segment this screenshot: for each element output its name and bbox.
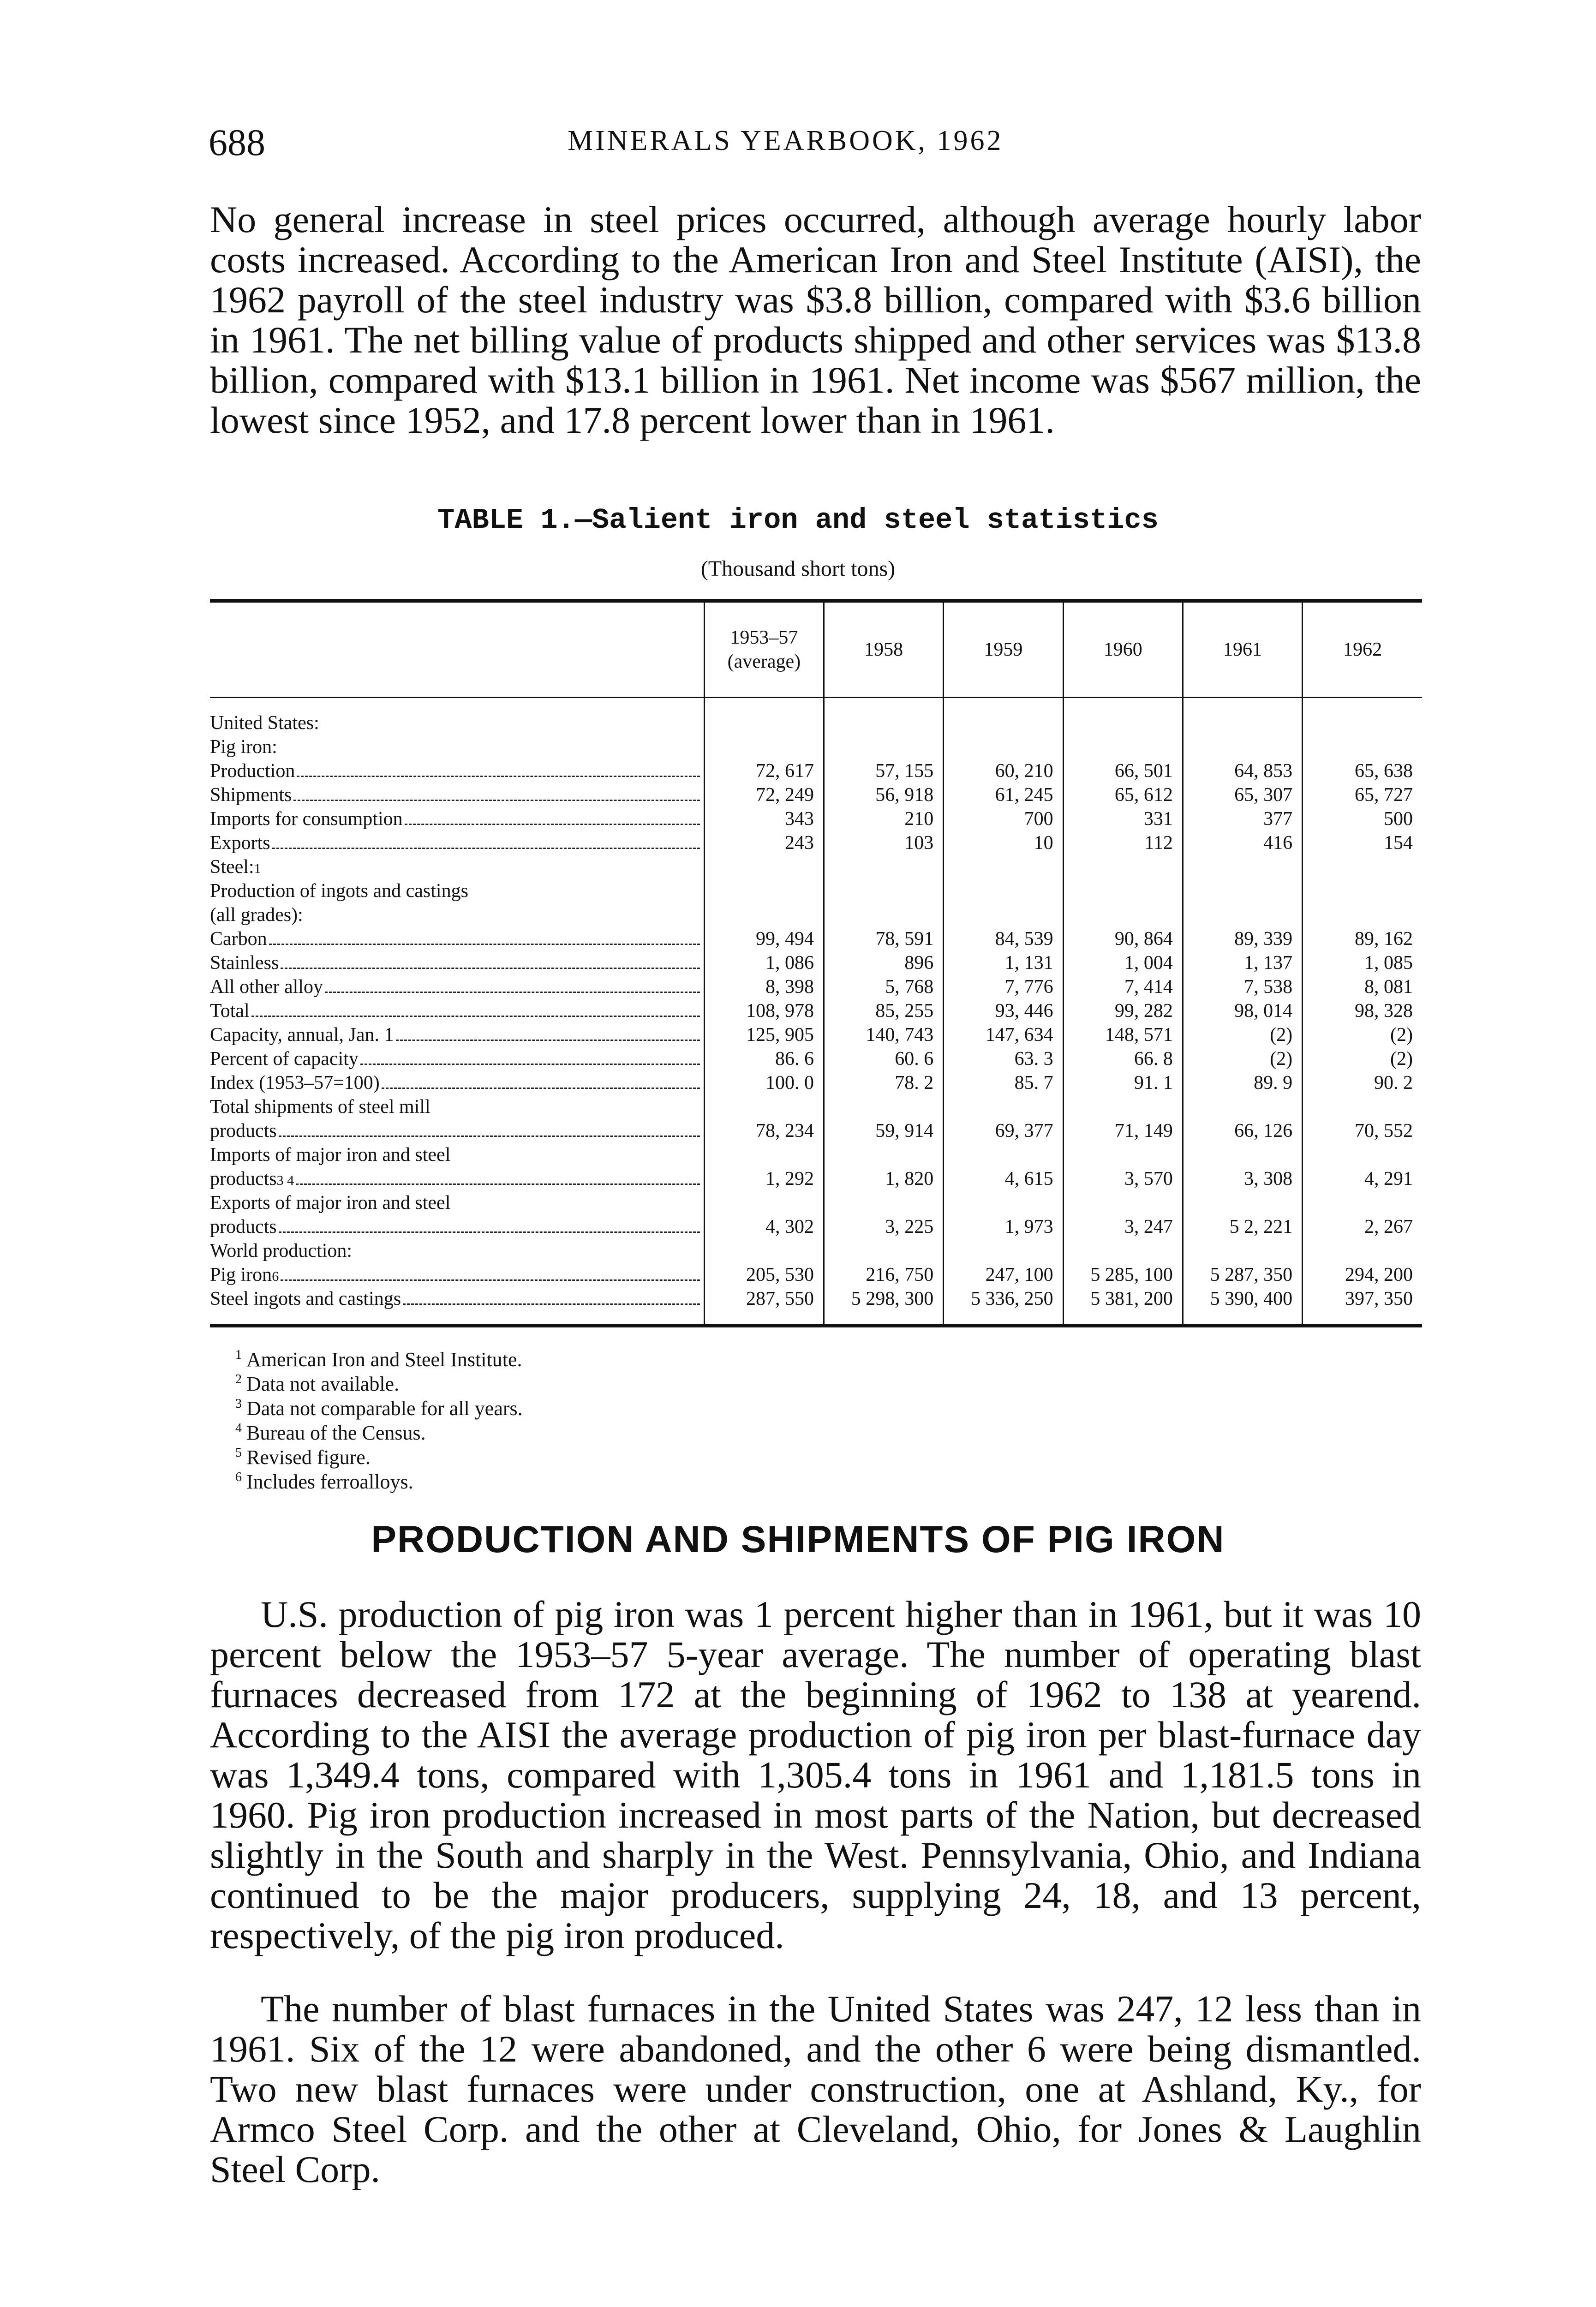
table-cell: 243 bbox=[704, 831, 824, 855]
table-cell: 66. 8 bbox=[1063, 1047, 1183, 1071]
table-cell: 59, 914 bbox=[824, 1119, 944, 1143]
row-label bbox=[210, 1143, 704, 1167]
table-cell bbox=[704, 1095, 824, 1119]
table-row bbox=[210, 1287, 1422, 1326]
table-cell: 4, 302 bbox=[704, 1215, 824, 1239]
table-body bbox=[210, 698, 1422, 1326]
table-cell: 103 bbox=[824, 831, 944, 855]
row-label bbox=[210, 807, 704, 831]
dot-leader bbox=[279, 1135, 700, 1137]
table-row bbox=[210, 1143, 1422, 1167]
row-label-text: products bbox=[210, 1216, 277, 1237]
dot-leader bbox=[281, 1279, 700, 1281]
row-label bbox=[210, 783, 704, 807]
table-cell bbox=[1183, 879, 1302, 903]
table-cell bbox=[944, 735, 1063, 759]
row-label bbox=[210, 1023, 704, 1047]
salient-statistics-table bbox=[210, 599, 1422, 1327]
dot-leader bbox=[296, 1183, 700, 1185]
table-cell: 99, 494 bbox=[704, 927, 824, 951]
table-cell: 416 bbox=[1183, 831, 1302, 855]
row-label-text: products bbox=[210, 1120, 277, 1142]
table-cell: (2) bbox=[1183, 1047, 1302, 1071]
table-cell: 89, 339 bbox=[1183, 927, 1302, 951]
table-cell: 377 bbox=[1183, 807, 1302, 831]
row-label-text: Pig iron: bbox=[210, 736, 277, 758]
table-cell: 5 336, 250 bbox=[944, 1287, 1063, 1326]
dot-leader bbox=[403, 1303, 700, 1305]
table-cell: 294, 200 bbox=[1303, 1263, 1422, 1287]
footnote-mark: 6 bbox=[235, 1470, 242, 1485]
row-label-text: Exports of major iron and steel bbox=[210, 1192, 451, 1213]
table-cell: 93, 446 bbox=[944, 999, 1063, 1023]
table-cell bbox=[944, 1143, 1063, 1167]
table-cell: 71, 149 bbox=[1063, 1119, 1183, 1143]
table-cell bbox=[704, 1191, 824, 1215]
row-label bbox=[210, 1119, 704, 1143]
table-cell bbox=[1063, 735, 1183, 759]
row-label-text: Exports bbox=[210, 832, 270, 854]
footnote-mark: 2 bbox=[235, 1372, 242, 1387]
row-label-text: Imports for consumption bbox=[210, 808, 403, 830]
row-label-text: Stainless bbox=[210, 952, 279, 974]
row-label bbox=[210, 927, 704, 951]
table-cell bbox=[704, 735, 824, 759]
row-label-text: Production of ingots and castings bbox=[210, 880, 468, 902]
row-label-text: Steel: bbox=[210, 856, 254, 878]
table-cell: 99, 282 bbox=[1063, 999, 1183, 1023]
table-cell: 1, 973 bbox=[944, 1215, 1063, 1239]
table-cell: 3, 247 bbox=[1063, 1215, 1183, 1239]
table-cell: 64, 853 bbox=[1183, 759, 1302, 783]
table-cell bbox=[1063, 855, 1183, 879]
table-cell: 72, 617 bbox=[704, 759, 824, 783]
table-cell: 3, 225 bbox=[824, 1215, 944, 1239]
footnote-text: Revised figure. bbox=[246, 1446, 371, 1469]
footnote bbox=[235, 1421, 523, 1445]
table-cell bbox=[1183, 698, 1302, 735]
table-cell bbox=[1303, 903, 1422, 927]
table-cell bbox=[1183, 1239, 1302, 1263]
table-row bbox=[210, 927, 1422, 951]
table-cell bbox=[1183, 735, 1302, 759]
section-heading: PRODUCTION AND SHIPMENTS OF PIG IRON bbox=[371, 1518, 1225, 1560]
row-label bbox=[210, 1215, 704, 1239]
table-row bbox=[210, 783, 1422, 807]
table-cell: 89. 9 bbox=[1183, 1071, 1302, 1095]
table-row bbox=[210, 975, 1422, 999]
table-cell: 3, 570 bbox=[1063, 1167, 1183, 1191]
row-label bbox=[210, 1191, 704, 1215]
footnote-text: Data not comparable for all years. bbox=[246, 1397, 523, 1420]
table-cell: 78, 591 bbox=[824, 927, 944, 951]
table-cell: 60, 210 bbox=[944, 759, 1063, 783]
table-row bbox=[210, 1119, 1422, 1143]
table-cell bbox=[944, 1191, 1063, 1215]
table-cell: 2, 267 bbox=[1303, 1215, 1422, 1239]
table-cell: 1, 004 bbox=[1063, 951, 1183, 975]
table-cell bbox=[1303, 735, 1422, 759]
table-cell bbox=[944, 879, 1063, 903]
table-cell bbox=[1063, 879, 1183, 903]
table-cell bbox=[704, 903, 824, 927]
row-label-text: Index (1953–57=100) bbox=[210, 1072, 380, 1094]
table-cell: 4, 615 bbox=[944, 1167, 1063, 1191]
table-cell: 8, 398 bbox=[704, 975, 824, 999]
table-cell bbox=[1063, 903, 1183, 927]
table-cell bbox=[944, 1239, 1063, 1263]
table-cell bbox=[824, 1239, 944, 1263]
table-row bbox=[210, 1167, 1422, 1191]
table-cell: 66, 501 bbox=[1063, 759, 1183, 783]
table-cell bbox=[704, 855, 824, 879]
table-cell: 10 bbox=[944, 831, 1063, 855]
table-cell: 89, 162 bbox=[1303, 927, 1422, 951]
table-cell: 1, 131 bbox=[944, 951, 1063, 975]
table-row bbox=[210, 1047, 1422, 1071]
table-cell bbox=[1303, 698, 1422, 735]
row-label-text: Steel ingots and castings bbox=[210, 1288, 401, 1309]
dot-leader bbox=[360, 1063, 700, 1065]
table-cell: 90, 864 bbox=[1063, 927, 1183, 951]
table-cell: 86. 6 bbox=[704, 1047, 824, 1071]
table-cell: 125, 905 bbox=[704, 1023, 824, 1047]
row-label bbox=[210, 735, 704, 759]
footnote-text: Includes ferroalloys. bbox=[246, 1470, 413, 1493]
table-row bbox=[210, 1095, 1422, 1119]
table-cell: 65, 307 bbox=[1183, 783, 1302, 807]
table-cell: 216, 750 bbox=[824, 1263, 944, 1287]
table-row bbox=[210, 1191, 1422, 1215]
column-header-label bbox=[210, 601, 704, 698]
table-cell: 1, 086 bbox=[704, 951, 824, 975]
table-cell: 5 381, 200 bbox=[1063, 1287, 1183, 1326]
footnote bbox=[235, 1372, 523, 1396]
table-row bbox=[210, 698, 1422, 735]
row-label bbox=[210, 975, 704, 999]
footnote-mark: 4 bbox=[235, 1421, 242, 1436]
table-row bbox=[210, 879, 1422, 903]
table-cell bbox=[824, 1095, 944, 1119]
table-row bbox=[210, 855, 1422, 879]
table-cell: 60. 6 bbox=[824, 1047, 944, 1071]
table-cell bbox=[1303, 1095, 1422, 1119]
row-label bbox=[210, 698, 704, 735]
footnote bbox=[235, 1347, 523, 1372]
footnote-mark: 1 bbox=[235, 1348, 242, 1363]
table-cell bbox=[1063, 1239, 1183, 1263]
row-label-text: Pig iron bbox=[210, 1264, 272, 1285]
row-label-text: (all grades): bbox=[210, 904, 303, 926]
table-cell bbox=[704, 1143, 824, 1167]
table-cell bbox=[704, 698, 824, 735]
row-label: Steel: 1 bbox=[210, 855, 704, 879]
table-cell: 7, 776 bbox=[944, 975, 1063, 999]
table-cell bbox=[1303, 855, 1422, 879]
table-cell: 85. 7 bbox=[944, 1071, 1063, 1095]
table-cell: 896 bbox=[824, 951, 944, 975]
dot-leader bbox=[279, 1231, 700, 1233]
table-cell: 98, 328 bbox=[1303, 999, 1422, 1023]
table-cell bbox=[824, 735, 944, 759]
table-cell: 91. 1 bbox=[1063, 1071, 1183, 1095]
table-cell: 1, 820 bbox=[824, 1167, 944, 1191]
dot-leader bbox=[251, 1015, 700, 1017]
column-header: 1960 bbox=[1063, 601, 1183, 698]
table-cell bbox=[1063, 1095, 1183, 1119]
row-label bbox=[210, 1287, 704, 1326]
table-cell bbox=[944, 698, 1063, 735]
column-header: 1953–57 (average) bbox=[704, 601, 824, 698]
footnote-mark: 5 bbox=[235, 1446, 242, 1460]
table-cell: 78, 234 bbox=[704, 1119, 824, 1143]
table-cell: 7, 538 bbox=[1183, 975, 1302, 999]
table-cell: 1, 085 bbox=[1303, 951, 1422, 975]
column-header: 1959 bbox=[944, 601, 1063, 698]
table-cell: (2) bbox=[1303, 1047, 1422, 1071]
table-cell bbox=[944, 1095, 1063, 1119]
table-cell bbox=[1303, 1143, 1422, 1167]
intro-paragraph: No general increase in steel prices occurred, although average hourly labor costs increased. According to the American Iron and Steel Institute (AISI), the 1962 payroll of the steel industry was $3.8 billion, compared with $3.6 billion in 1961. The net billing value of products shipped and other services was $13.8 billion, compared with $13.1 billion in 1961. Net income was $567 million, the lowest since 1952, and 17.8 percent lower than in 1961. bbox=[210, 198, 1421, 441]
table-cell: 78. 2 bbox=[824, 1071, 944, 1095]
table-row bbox=[210, 735, 1422, 759]
footnote-text: Bureau of the Census. bbox=[246, 1422, 426, 1444]
table-cell: 500 bbox=[1303, 807, 1422, 831]
dot-leader bbox=[293, 799, 699, 801]
table-cell bbox=[1183, 1143, 1302, 1167]
row-label bbox=[210, 759, 704, 783]
table-cell: 112 bbox=[1063, 831, 1183, 855]
table-cell: 72, 249 bbox=[704, 783, 824, 807]
table-row bbox=[210, 759, 1422, 783]
table-cell: 100. 0 bbox=[704, 1071, 824, 1095]
row-label-text: products bbox=[210, 1168, 277, 1189]
table-cell: 5 287, 350 bbox=[1183, 1263, 1302, 1287]
page-number: 688 bbox=[209, 121, 265, 163]
table-cell: 205, 530 bbox=[704, 1263, 824, 1287]
table-cell bbox=[1063, 1143, 1183, 1167]
table-cell bbox=[944, 855, 1063, 879]
table-cell: 98, 014 bbox=[1183, 999, 1302, 1023]
table-row bbox=[210, 1023, 1422, 1047]
row-label bbox=[210, 831, 704, 855]
dot-leader bbox=[272, 847, 700, 849]
row-label bbox=[210, 1071, 704, 1095]
table-cell: 154 bbox=[1303, 831, 1422, 855]
table-cell: 5 390, 400 bbox=[1183, 1287, 1302, 1326]
row-label bbox=[210, 1095, 704, 1119]
footnote bbox=[235, 1470, 523, 1494]
row-label-text: Total bbox=[210, 1000, 250, 1022]
table-cell bbox=[1303, 1239, 1422, 1263]
table-cell bbox=[1063, 1191, 1183, 1215]
table-cell: 5 298, 300 bbox=[824, 1287, 944, 1326]
table-cell: (2) bbox=[1183, 1023, 1302, 1047]
dot-leader bbox=[297, 775, 699, 777]
row-label-text: All other alloy bbox=[210, 976, 323, 998]
table-cell bbox=[944, 903, 1063, 927]
row-label-text: World production: bbox=[210, 1240, 353, 1261]
dot-leader bbox=[269, 943, 700, 945]
row-label bbox=[210, 999, 704, 1023]
table-cell bbox=[824, 879, 944, 903]
column-header: 1961 bbox=[1183, 601, 1302, 698]
dot-leader bbox=[325, 991, 700, 993]
table-row bbox=[210, 903, 1422, 927]
table-cell: 1, 137 bbox=[1183, 951, 1302, 975]
table-cell: 61, 245 bbox=[944, 783, 1063, 807]
table-cell: 210 bbox=[824, 807, 944, 831]
table-cell: 65, 638 bbox=[1303, 759, 1422, 783]
section-paragraph: U.S. production of pig iron was 1 percent higher than in 1961, but it was 10 percent below the 1953–57 5-year average. The number of operating blast furnaces decreased from 172 at the beginning of 1962 to 138 at yearend. According to the AISI the average production of pig iron per blast-furnace day was 1,349.4 tons, compared with 1,305.4 tons in 1961 and 1,181.5 tons in 1960. Pig iron production increased in most parts of the Nation, but decreased slightly in the South and sharply in the West. Pennsylvania, Ohio, and Indiana continued to be the major producers, supplying 24, 18, and 13 percent, respectively, of the pig iron produced. bbox=[210, 1593, 1421, 1956]
table-cell: 3, 308 bbox=[1183, 1167, 1302, 1191]
row-label: products 3 4 bbox=[210, 1167, 704, 1191]
table-cell: 85, 255 bbox=[824, 999, 944, 1023]
table-cell: 140, 743 bbox=[824, 1023, 944, 1047]
table-row bbox=[210, 1239, 1422, 1263]
table-row bbox=[210, 951, 1422, 975]
row-label-text: Total shipments of steel mill bbox=[210, 1096, 430, 1118]
table-cell bbox=[1063, 698, 1183, 735]
table-cell: 397, 350 bbox=[1303, 1287, 1422, 1326]
table-cell: 147, 634 bbox=[944, 1023, 1063, 1047]
table-row bbox=[210, 1215, 1422, 1239]
table-cell bbox=[704, 879, 824, 903]
row-label bbox=[210, 1239, 704, 1263]
table-title: TABLE 1.—Salient iron and steel statistics bbox=[437, 504, 1159, 537]
table-cell bbox=[824, 1191, 944, 1215]
footnote-text: American Iron and Steel Institute. bbox=[246, 1348, 522, 1371]
table-cell: 148, 571 bbox=[1063, 1023, 1183, 1047]
footnote bbox=[235, 1396, 523, 1421]
table-cell: 343 bbox=[704, 807, 824, 831]
table-cell: 247, 100 bbox=[944, 1263, 1063, 1287]
table-row bbox=[210, 1071, 1422, 1095]
table-cell bbox=[1183, 1095, 1302, 1119]
footnote bbox=[235, 1445, 523, 1470]
footnote-mark: 3 bbox=[235, 1397, 242, 1411]
table-header-row bbox=[210, 601, 1422, 698]
table-unit: (Thousand short tons) bbox=[700, 556, 896, 581]
table-cell: (2) bbox=[1303, 1023, 1422, 1047]
dot-leader bbox=[281, 967, 699, 969]
running-title: MINERALS YEARBOOK, 1962 bbox=[568, 125, 1004, 156]
table-cell: 90. 2 bbox=[1303, 1071, 1422, 1095]
section-paragraph: The number of blast furnaces in the United States was 247, 12 less than in 1961. Six of the 12 were abandoned, and the other 6 were being dismantled. Two new blast furnaces were under construction, one at Ashland, Ky., for Armco Steel Corp. and the other at Cleveland, Ohio, for Jones & Laughlin Steel Corp. bbox=[210, 1988, 1421, 2190]
row-label bbox=[210, 951, 704, 975]
table-grid bbox=[210, 599, 1422, 1327]
table-row bbox=[210, 999, 1422, 1023]
table-cell bbox=[824, 855, 944, 879]
dot-leader bbox=[405, 823, 700, 825]
table-cell: 1, 292 bbox=[704, 1167, 824, 1191]
table-cell bbox=[824, 903, 944, 927]
table-cell bbox=[1183, 1191, 1302, 1215]
column-header: 1958 bbox=[824, 601, 944, 698]
table-cell bbox=[1183, 855, 1302, 879]
table-cell: 331 bbox=[1063, 807, 1183, 831]
table-cell: 8, 081 bbox=[1303, 975, 1422, 999]
row-label-text: Shipments bbox=[210, 784, 292, 806]
table-cell: 5 285, 100 bbox=[1063, 1263, 1183, 1287]
table-cell: 63. 3 bbox=[944, 1047, 1063, 1071]
dot-leader bbox=[382, 1087, 700, 1089]
table-cell bbox=[1303, 879, 1422, 903]
footnotes bbox=[235, 1347, 523, 1494]
table-cell: 84, 539 bbox=[944, 927, 1063, 951]
row-label bbox=[210, 879, 704, 903]
footnote-text: Data not available. bbox=[246, 1373, 400, 1395]
table-row bbox=[210, 1263, 1422, 1287]
row-label bbox=[210, 1047, 704, 1071]
table-cell bbox=[704, 1239, 824, 1263]
table-cell bbox=[1183, 903, 1302, 927]
dot-leader bbox=[396, 1039, 700, 1041]
table-cell: 56, 918 bbox=[824, 783, 944, 807]
table-cell: 69, 377 bbox=[944, 1119, 1063, 1143]
row-label-text: Carbon bbox=[210, 928, 267, 950]
table-cell bbox=[1303, 1191, 1422, 1215]
column-header: 1962 bbox=[1303, 601, 1422, 698]
row-label: Pig iron 6 bbox=[210, 1263, 704, 1287]
table-row bbox=[210, 807, 1422, 831]
table-cell: 66, 126 bbox=[1183, 1119, 1302, 1143]
table-cell: 4, 291 bbox=[1303, 1167, 1422, 1191]
row-label-text: Capacity, annual, Jan. 1 bbox=[210, 1024, 394, 1046]
table-row bbox=[210, 831, 1422, 855]
table-cell bbox=[824, 698, 944, 735]
table-cell: 287, 550 bbox=[704, 1287, 824, 1326]
row-label-text: Percent of capacity bbox=[210, 1048, 359, 1070]
row-label-text: Imports of major iron and steel bbox=[210, 1144, 451, 1165]
table-cell: 5 2, 221 bbox=[1183, 1215, 1302, 1239]
table-cell: 7, 414 bbox=[1063, 975, 1183, 999]
table-cell: 65, 727 bbox=[1303, 783, 1422, 807]
table-cell: 108, 978 bbox=[704, 999, 824, 1023]
table-cell bbox=[824, 1143, 944, 1167]
row-label-text: United States: bbox=[210, 712, 319, 734]
table-cell: 70, 552 bbox=[1303, 1119, 1422, 1143]
row-label bbox=[210, 903, 704, 927]
table-cell: 57, 155 bbox=[824, 759, 944, 783]
table-cell: 700 bbox=[944, 807, 1063, 831]
table-cell: 5, 768 bbox=[824, 975, 944, 999]
table-cell: 65, 612 bbox=[1063, 783, 1183, 807]
row-label-text: Production bbox=[210, 760, 295, 782]
